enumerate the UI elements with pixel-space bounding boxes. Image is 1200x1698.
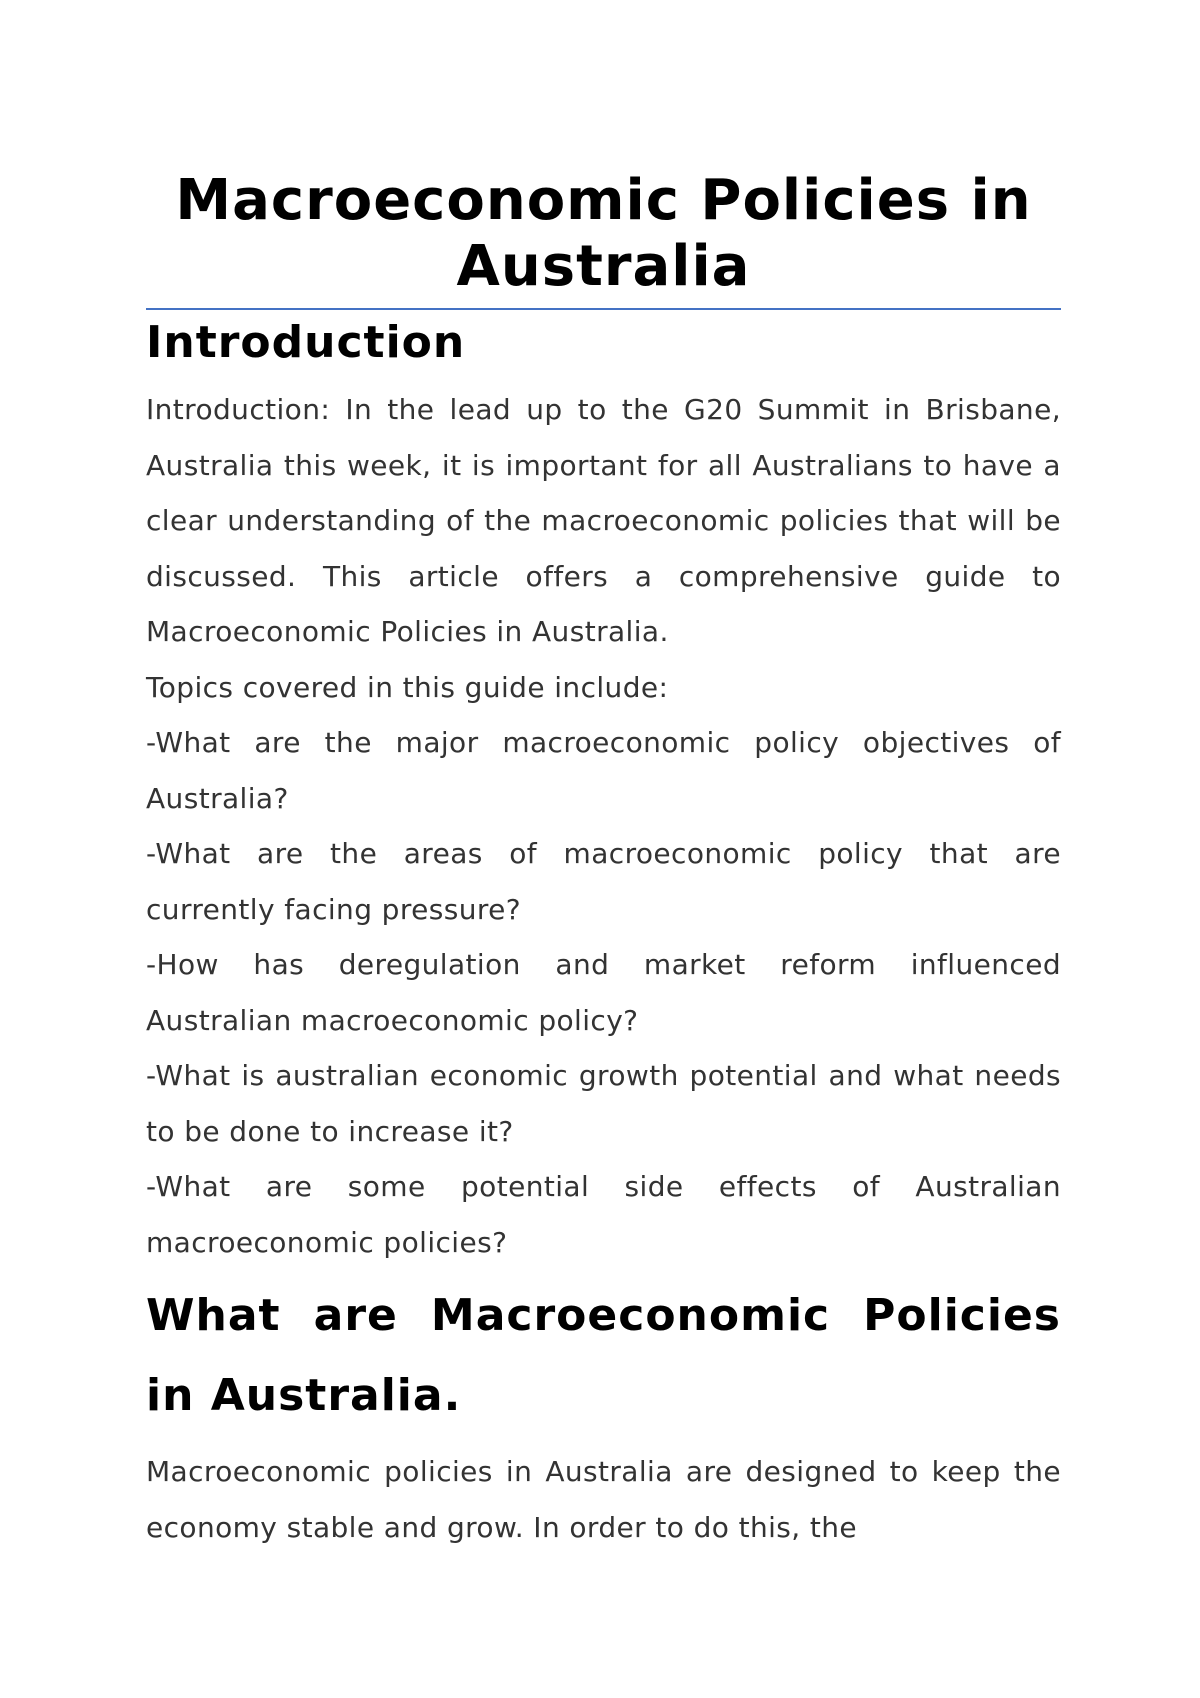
topic-item: -What is australian economic growth potential and what needs to be done to increase it? [146, 1059, 1061, 1148]
what-are-heading: What are Macroeconomic Policies in Australia. [146, 1290, 1061, 1421]
topic-item: -What are the major macroeconomic policy objectives of Australia? [146, 726, 1061, 815]
topics-intro-text: Topics covered in this guide include: [146, 670, 669, 704]
topic-item: -What are some potential side effects of Australian macroeconomic policies? [146, 1170, 1061, 1259]
document-page [146, 168, 1061, 1555]
title-underline-rule [146, 308, 1061, 310]
what-are-paragraph: Macroeconomic policies in Australia are designed to keep the economy stable and grow. In order to do this, the [146, 1455, 1061, 1544]
introduction-paragraph: Introduction: In the lead up to the G20 Summit in Brisbane, Australia this week, it is important for all Australians to have a clear understanding of the macroeconomic policies that will be discussed. This article offers a comprehensive guide to Macroeconomic Policies in Australia. [146, 393, 1061, 648]
topic-item: -How has deregulation and market reform influenced Australian macroeconomic policy? [146, 948, 1061, 1037]
introduction-heading: Introduction [146, 317, 466, 368]
topic-item: -What are the areas of macroeconomic policy that are currently facing pressure? [146, 837, 1061, 926]
document-title: Macroeconomic Policies in Australia [175, 168, 1032, 299]
topics-list [146, 715, 1061, 1270]
